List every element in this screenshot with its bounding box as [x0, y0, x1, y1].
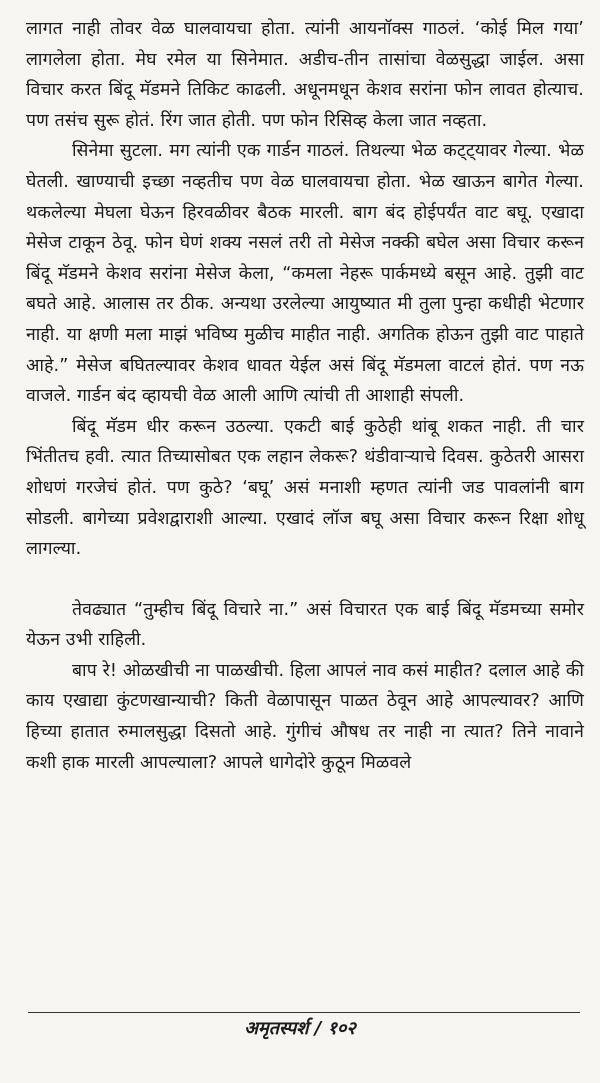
page-footer: अमृतस्पर्श / १०२: [244, 1018, 356, 1039]
paragraph-1: लागत नाही तोवर वेळ घालवायचा होता. त्यांनी आयनॉक्स गाठलं. ‘कोई मिल गया’ लागलेला होता. मेघ रमेल या सिनेमात. अडीच-तीन तासांचा वेळसुद्धा जाईल. असा विचार करत बिंदू मॅडमने तिकिट काढली. अधूनमधून केशव सरांना फोन लावत होत्याच. पण तसंच सुरू होतं. रिंग जात होती. पण फोन रिसिव्ह केला जात नव्हता.: [26, 19, 584, 131]
page-body: [26, 14, 584, 778]
paragraph-2: सिनेमा सुटला. मग त्यांनी एक गार्डन गाठलं. तिथल्या भेळ कट्ट्यावर गेल्या. भेळ घेतली. खाण्याची इच्छा नव्हतीच पण वेळ घालवायचा होता. भेळ खाऊन बागेत गेल्या. थकलेल्या मेघला घेऊन हिरवळीवर बैठक मारली. बाग बंद होईपर्यंत वाट बघू. एखादा मेसेज टाकून ठेवू. फोन घेणं शक्य नसलं तरी तो मेसेज नक्की बघेल असा विचार करून बिंदू मॅडमने केशव सरांना मेसेज केला, “कमला नेहरू पार्कमध्ये बसून आहे. तुझी वाट बघते आहे. आलास तर ठीक. अन्यथा उरलेल्या आयुष्यात मी तुला पुन्हा कधीही भेटणार नाही. या क्षणी मला माझं भविष्य मुळीच माहीत नाही. अगतिक होऊन तुझी वाट पाहाते आहे.” मेसेज बघितल्यावर केशव धावत येईल असं बिंदू मॅडमला वाटलं होतं. पण नऊ वाजले. गार्डन बंद व्हायची वेळ आली आणि त्यांची ती आशाही संपली.: [26, 141, 584, 407]
footer-divider: [28, 1012, 580, 1013]
paragraph-3: बिंदू मॅडम धीर करून उठल्या. एकटी बाई कुठेही थांबू शकत नाही. ती चार भिंतीतच हवी. त्यात तिच्यासोबत एक लहान लेकरू? थंडीवाऱ्याचे दिवस. कुठेतरी आसरा शोधणं गरजेचं होतं. पण कुठे? ‘बघू’ असं मनाशी म्हणत त्यांनी जड पावलांनी बाग सोडली. बागेच्या प्रवेशद्वाराशी आल्या. एखादं लॉज बघू असा विचार करून रिक्षा शोधू लागल्या.: [26, 416, 584, 560]
paragraph-4: तेवढ्यात “तुम्हीच बिंदू विचारे ना.” असं विचारत एक बाई बिंदू मॅडमच्या समोर येऊन उभी राहिली.: [26, 599, 584, 651]
paragraph-5: बाप रे! ओळखीची ना पाळखीची. हिला आपलं नाव कसं माहीत? दलाल आहे की काय एखाद्या कुंटणखान्याची? किती वेळापासून पाळत ठेवून आहे आपल्यावर? आणि हिच्या हातात रुमालसुद्धा दिसतो आहे. गुंगीचं औषध तर नाही ना त्यात? तिने नावाने कशी हाक मारली आपल्याला? आपले धागेदोरे कुठून मिळवले: [26, 660, 584, 773]
